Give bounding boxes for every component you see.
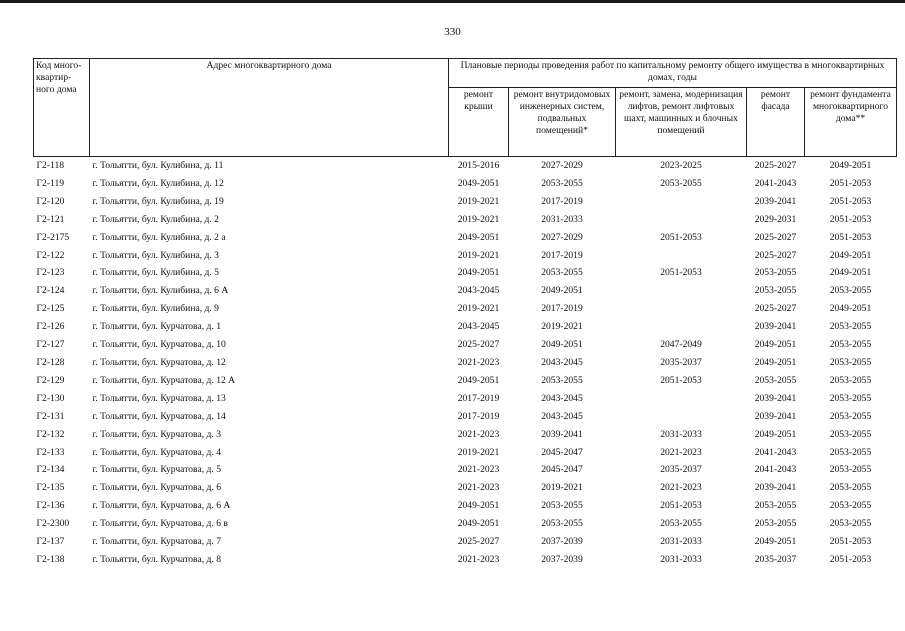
cell-foundation-period: 2051-2053 — [829, 231, 872, 243]
cell-address: г. Тольятти, бул. Курчатова, д. 12 — [92, 356, 226, 368]
table-row — [34, 551, 897, 569]
header-facade-repair: ремонт фасада — [747, 88, 805, 157]
cell-foundation-period: 2049-2051 — [829, 267, 872, 279]
table-row — [34, 211, 897, 229]
cell-roof-period: 2019-2021 — [457, 249, 500, 261]
cell-foundation-period: 2053-2055 — [829, 285, 872, 297]
cell-facade-period: 2053-2055 — [754, 500, 797, 512]
cell-roof-period: 2025-2027 — [457, 536, 500, 548]
cell-roof-period: 2049-2051 — [457, 374, 500, 386]
cell-engineering-period: 2053-2055 — [541, 518, 583, 530]
cell-elevator-period: 2031-2033 — [660, 553, 702, 565]
cell-address: г. Тольятти, бул. Курчатова, д. 4 — [92, 446, 221, 458]
cell-foundation-period: 2053-2055 — [829, 374, 872, 386]
table-row — [34, 282, 897, 300]
cell-foundation-period: 2053-2055 — [829, 500, 872, 512]
cell-engineering-period: 2017-2019 — [541, 303, 583, 315]
cell-facade-period: 2039-2041 — [754, 410, 797, 422]
cell-house-code: Г2-138 — [36, 553, 65, 565]
cell-house-code: Г2-123 — [36, 267, 65, 279]
cell-foundation-period: 2049-2051 — [829, 303, 872, 315]
cell-house-code: Г2-134 — [36, 464, 65, 476]
cell-elevator-period — [616, 408, 747, 426]
cell-house-code: Г2-121 — [36, 213, 65, 225]
cell-engineering-period: 2049-2051 — [541, 285, 583, 297]
cell-foundation-period: 2053-2055 — [829, 428, 872, 440]
table-row — [34, 515, 897, 533]
cell-roof-period: 2021-2023 — [457, 553, 500, 565]
cell-roof-period: 2021-2023 — [457, 428, 500, 440]
cell-engineering-period: 2045-2047 — [541, 446, 583, 458]
cell-house-code: Г2-119 — [36, 177, 65, 189]
cell-elevator-period — [616, 318, 747, 336]
cell-address: г. Тольятти, бул. Кулибина, д. 2 — [92, 213, 219, 225]
cell-elevator-period: 2023-2025 — [616, 157, 747, 175]
cell-roof-period: 2021-2023 — [457, 464, 500, 476]
cell-facade-period: 2039-2041 — [754, 392, 797, 404]
table-row — [34, 497, 897, 515]
cell-engineering-period: 2017-2019 — [541, 195, 583, 207]
cell-address: г. Тольятти, бул. Курчатова, д. 1 — [92, 321, 221, 333]
cell-address: г. Тольятти, бул. Кулибина, д. 2 а — [92, 231, 226, 243]
table-row — [34, 336, 897, 354]
cell-engineering-period: 2037-2039 — [541, 553, 583, 565]
header-planned-periods: Плановые периоды проведения работ по капитальному ремонту общего имущества в многоквартирных домах, годы — [449, 59, 897, 88]
cell-roof-period: 2049-2051 — [457, 231, 500, 243]
cell-foundation-period: 2051-2053 — [829, 195, 872, 207]
cell-engineering-period: 2043-2045 — [541, 392, 583, 404]
cell-engineering-period: 2027-2029 — [509, 157, 616, 175]
cell-facade-period: 2039-2041 — [754, 321, 797, 333]
cell-engineering-period: 2039-2041 — [541, 428, 583, 440]
cell-elevator-period — [616, 193, 747, 211]
cell-engineering-period: 2045-2047 — [541, 464, 583, 476]
cell-elevator-period: 2021-2023 — [660, 482, 702, 494]
cell-elevator-period: 2031-2033 — [660, 536, 702, 548]
cell-address: г. Тольятти, бул. Кулибина, д. 9 — [92, 303, 219, 315]
cell-roof-period: 2043-2045 — [457, 285, 500, 297]
cell-elevator-period: 2051-2053 — [660, 231, 702, 243]
cell-roof-period: 2043-2045 — [457, 321, 500, 333]
cell-foundation-period: 2053-2055 — [829, 339, 872, 351]
cell-engineering-period: 2031-2033 — [541, 213, 583, 225]
table-row — [34, 479, 897, 497]
cell-house-code: Г2-137 — [36, 536, 65, 548]
cell-engineering-period: 2053-2055 — [541, 500, 583, 512]
cell-facade-period: 2053-2055 — [754, 518, 797, 530]
cell-address: г. Тольятти, бул. Курчатова, д. 6 — [92, 482, 221, 494]
cell-address: г. Тольятти, бул. Кулибина, д. 3 — [92, 249, 219, 261]
cell-elevator-period: 2051-2053 — [660, 267, 702, 279]
cell-foundation-period: 2053-2055 — [829, 392, 872, 404]
cell-facade-period: 2035-2037 — [754, 553, 797, 565]
table-row — [34, 300, 897, 318]
cell-address: г. Тольятти, бул. Курчатова, д. 7 — [92, 536, 221, 548]
cell-address: г. Тольятти, бул. Курчатова, д. 8 — [92, 553, 221, 565]
cell-engineering-period: 2053-2055 — [541, 374, 583, 386]
cell-house-code: Г2-120 — [36, 195, 65, 207]
cell-roof-period: 2049-2051 — [457, 518, 500, 530]
cell-engineering-period: 2017-2019 — [541, 249, 583, 261]
cell-house-code: Г2-130 — [36, 392, 65, 404]
cell-elevator-period: 2031-2033 — [660, 428, 702, 440]
cell-house-code: Г2-122 — [36, 249, 65, 261]
cell-address: г. Тольятти, бул. Курчатова, д. 6 в — [92, 518, 228, 530]
cell-engineering-period: 2037-2039 — [541, 536, 583, 548]
cell-roof-period: 2049-2051 — [457, 267, 500, 279]
cell-foundation-period: 2053-2055 — [829, 482, 872, 494]
cell-house-code: Г2-135 — [36, 482, 65, 494]
table-row — [34, 229, 897, 247]
cell-roof-period: 2017-2019 — [457, 410, 500, 422]
cell-foundation-period: 2053-2055 — [829, 446, 872, 458]
page-number: 330 — [444, 26, 461, 38]
table-row — [34, 533, 897, 551]
cell-facade-period: 2049-2051 — [754, 536, 797, 548]
cell-engineering-period: 2043-2045 — [541, 410, 583, 422]
header-elevator-repair: ремонт, замена, модернизация лифтов, ремонт лифтовых шахт, машинных и блочных помещений — [616, 88, 747, 157]
cell-address: г. Тольятти, бул. Курчатова, д. 14 — [92, 410, 226, 422]
cell-house-code: Г2-2175 — [36, 231, 70, 243]
repair-schedule-table — [33, 58, 897, 569]
cell-facade-period: 2029-2031 — [754, 213, 797, 225]
table-row — [34, 175, 897, 193]
cell-facade-period: 2025-2027 — [754, 249, 797, 261]
cell-roof-period: 2015-2016 — [449, 157, 509, 175]
cell-engineering-period: 2043-2045 — [541, 356, 583, 368]
cell-roof-period: 2019-2021 — [457, 446, 500, 458]
table-row — [34, 372, 897, 390]
table-body — [34, 157, 897, 569]
cell-elevator-period — [616, 211, 747, 229]
cell-roof-period: 2017-2019 — [457, 392, 500, 404]
cell-elevator-period — [616, 390, 747, 408]
table-row — [34, 318, 897, 336]
cell-house-code: Г2-124 — [36, 285, 65, 297]
header-code: Код много-квартир-ного дома — [34, 59, 90, 157]
cell-roof-period: 2019-2021 — [457, 303, 500, 315]
table-row — [34, 444, 897, 462]
cell-elevator-period: 2021-2023 — [660, 446, 702, 458]
cell-facade-period: 2049-2051 — [754, 428, 797, 440]
cell-elevator-period: 2035-2037 — [660, 464, 702, 476]
table-row — [34, 461, 897, 479]
cell-house-code: Г2-128 — [36, 356, 65, 368]
cell-facade-period: 2025-2027 — [754, 231, 797, 243]
table-row — [34, 193, 897, 211]
cell-foundation-period: 2053-2055 — [829, 410, 872, 422]
cell-foundation-period: 2049-2051 — [805, 157, 897, 175]
cell-house-code: Г2-126 — [36, 321, 65, 333]
header-engineering-repair: ремонт внутридомовых инженерных систем, подвальных помещений* — [509, 88, 616, 157]
cell-house-code: Г2-129 — [36, 374, 65, 386]
cell-facade-period: 2041-2043 — [754, 446, 797, 458]
cell-facade-period: 2041-2043 — [754, 464, 797, 476]
cell-foundation-period: 2053-2055 — [829, 464, 872, 476]
cell-address: г. Тольятти, бул. Курчатова, д. 13 — [92, 392, 226, 404]
cell-elevator-period: 2035-2037 — [660, 356, 702, 368]
cell-address: г. Тольятти, бул. Курчатова, д. 3 — [92, 428, 221, 440]
cell-engineering-period: 2019-2021 — [541, 482, 583, 494]
top-border-line — [0, 0, 905, 3]
table-row — [34, 354, 897, 372]
cell-facade-period: 2039-2041 — [754, 482, 797, 494]
cell-address: г. Тольятти, бул. Кулибина, д. 11 — [90, 157, 449, 175]
cell-house-code: Г2-118 — [34, 157, 90, 175]
cell-house-code: Г2-132 — [36, 428, 65, 440]
table-row — [34, 247, 897, 265]
header-address: Адрес многоквартирного дома — [90, 59, 449, 157]
cell-facade-period: 2053-2055 — [754, 285, 797, 297]
cell-address: г. Тольятти, бул. Курчатова, д. 5 — [92, 464, 221, 476]
cell-facade-period: 2039-2041 — [754, 195, 797, 207]
cell-engineering-period: 2027-2029 — [541, 231, 583, 243]
cell-foundation-period: 2053-2055 — [829, 518, 872, 530]
cell-foundation-period: 2049-2051 — [829, 249, 872, 261]
cell-roof-period: 2021-2023 — [457, 482, 500, 494]
cell-facade-period: 2053-2055 — [754, 374, 797, 386]
cell-foundation-period: 2053-2055 — [829, 356, 872, 368]
header-foundation-repair: ремонт фундамента многоквартирного дома** — [805, 88, 897, 157]
table-row — [34, 390, 897, 408]
header-roof-repair: ремонт крыши — [449, 88, 509, 157]
cell-address: г. Тольятти, бул. Кулибина, д. 5 — [92, 267, 219, 279]
cell-facade-period: 2049-2051 — [754, 339, 797, 351]
cell-house-code: Г2-125 — [36, 303, 65, 315]
table-row — [34, 408, 897, 426]
cell-house-code: Г2-136 — [36, 500, 65, 512]
cell-address: г. Тольятти, бул. Кулибина, д. 19 — [92, 195, 224, 207]
cell-house-code: Г2-131 — [36, 410, 65, 422]
cell-roof-period: 2025-2027 — [457, 339, 500, 351]
cell-foundation-period: 2053-2055 — [829, 321, 872, 333]
cell-facade-period: 2053-2055 — [754, 267, 797, 279]
cell-roof-period: 2049-2051 — [457, 500, 500, 512]
cell-facade-period: 2025-2027 — [747, 157, 805, 175]
cell-foundation-period: 2051-2053 — [829, 553, 872, 565]
table-row — [34, 426, 897, 444]
table-row — [34, 264, 897, 282]
cell-roof-period: 2019-2021 — [457, 213, 500, 225]
cell-address: г. Тольятти, бул. Курчатова, д. 12 А — [92, 374, 236, 386]
cell-facade-period: 2041-2043 — [754, 177, 797, 189]
cell-elevator-period: 2051-2053 — [660, 500, 702, 512]
cell-elevator-period — [616, 282, 747, 300]
cell-address: г. Тольятти, бул. Курчатова, д. 10 — [92, 339, 226, 351]
cell-engineering-period: 2053-2055 — [541, 267, 583, 279]
cell-foundation-period: 2051-2053 — [829, 177, 872, 189]
cell-engineering-period: 2019-2021 — [541, 321, 583, 333]
cell-house-code: Г2-2300 — [36, 518, 70, 530]
cell-roof-period: 2049-2051 — [457, 177, 500, 189]
cell-elevator-period: 2051-2053 — [660, 374, 702, 386]
cell-address: г. Тольятти, бул. Курчатова, д. 6 А — [92, 500, 231, 512]
cell-elevator-period: 2053-2055 — [660, 177, 702, 189]
cell-house-code: Г2-127 — [36, 339, 65, 351]
cell-address: г. Тольятти, бул. Кулибина, д. 6 А — [92, 285, 229, 297]
cell-elevator-period: 2053-2055 — [660, 518, 702, 530]
cell-elevator-period — [616, 247, 747, 265]
cell-foundation-period: 2051-2053 — [829, 536, 872, 548]
table-row — [34, 157, 897, 175]
cell-engineering-period: 2053-2055 — [541, 177, 583, 189]
cell-engineering-period: 2049-2051 — [541, 339, 583, 351]
cell-address: г. Тольятти, бул. Кулибина, д. 12 — [92, 177, 224, 189]
cell-roof-period: 2019-2021 — [457, 195, 500, 207]
cell-facade-period: 2049-2051 — [754, 356, 797, 368]
cell-elevator-period: 2047-2049 — [660, 339, 702, 351]
cell-foundation-period: 2051-2053 — [829, 213, 872, 225]
cell-elevator-period — [616, 300, 747, 318]
cell-house-code: Г2-133 — [36, 446, 65, 458]
cell-facade-period: 2025-2027 — [754, 303, 797, 315]
cell-roof-period: 2021-2023 — [457, 356, 500, 368]
